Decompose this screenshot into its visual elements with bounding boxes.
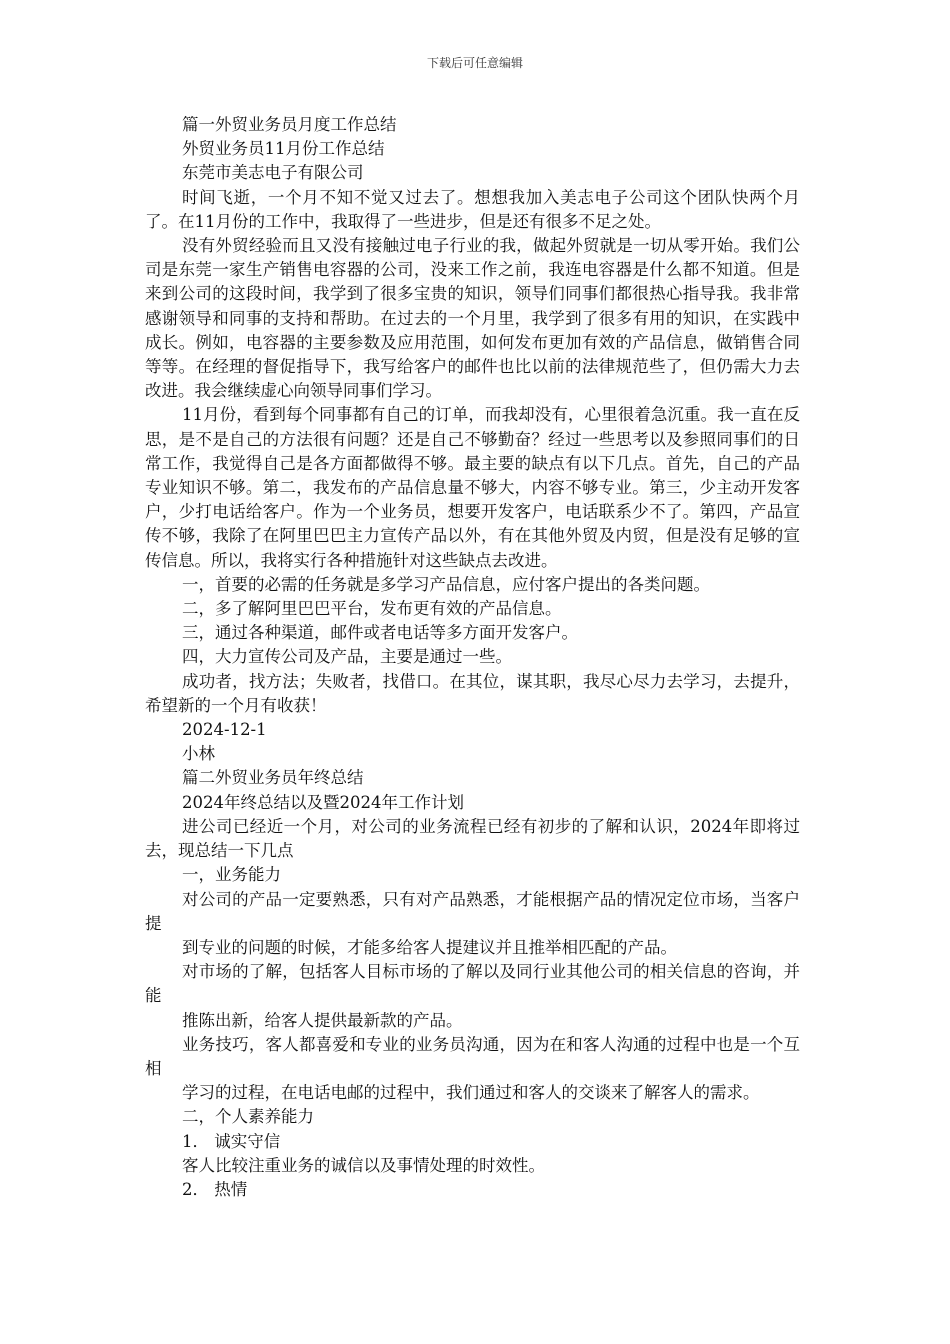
section-title-2: 篇二外贸业务员年终总结 (182, 768, 364, 788)
paragraph: 成功者，找方法；失败者，找借口。在其位，谋其职，我尽心尽力去学习，去提升，希望新的一个月有收获！ (145, 671, 800, 715)
report-title-2: 2024年终总结以及暨2024年工作计划 (182, 792, 464, 812)
list-item: 2． 热情 (182, 1179, 248, 1199)
document-body (145, 113, 800, 1202)
date-line: 2024-12-1 (182, 720, 267, 740)
subheading: 一，业务能力 (182, 865, 281, 885)
paragraph: 客人比较注重业务的诚信以及事情处理的时效性。 (182, 1155, 545, 1175)
paragraph: 对公司的产品一定要熟悉，只有对产品熟悉，才能根据产品的情况定位市场，当客户提 (145, 889, 800, 933)
report-title-1: 外贸业务员11月份工作总结 (182, 139, 385, 159)
author-line: 小林 (182, 744, 215, 764)
paragraph: 对市场的了解，包括客人目标市场的了解以及同行业其他公司的相关信息的咨询，并能 (145, 962, 800, 1006)
subheading: 二，个人素养能力 (182, 1107, 314, 1127)
paragraph: 进公司已经近一个月，对公司的业务流程已经有初步的了解和认识，2024年即将过去，现总结一下几点 (145, 816, 800, 861)
paragraph: 推陈出新，给客人提供最新款的产品。 (182, 1010, 463, 1030)
list-item: 四，大力宣传公司及产品，主要是通过一些。 (182, 647, 512, 667)
paragraph: 学习的过程，在电话电邮的过程中，我们通过和客人的交谈来了解客人的需求。 (182, 1083, 760, 1103)
paragraph: 业务技巧，客人都喜爱和专业的业务员沟通，因为在和客人沟通的过程中也是一个互相 (145, 1034, 800, 1078)
paragraph: 没有外贸经验而且又没有接触过电子行业的我，做起外贸就是一切从零开始。我们公司是东莞一家生产销售电容器的公司，没来工作之前，我连电容器是什么都不知道。但是来到公司的这段时间，我学到了很多宝贵的知识，领导们同事们都很热心指导我。我非常感谢领导和同事的支持和帮助。在过去的一个月里，我学到了很多有用的知识，在实践中成长。例如，电容器的主要参数及应用范围，如何发布更加有效的产品信息，做销售合同等等。在经理的督促指导下，我写给客户的邮件也比以前的法律规范些了，但仍需大力去改进。我会继续虚心向领导同事们学习。 (145, 236, 800, 401)
list-item: 1． 诚实守信 (182, 1131, 281, 1151)
paragraph: 到专业的问题的时候，才能多给客人提建议并且推举相匹配的产品。 (182, 937, 677, 957)
list-item: 一，首要的必需的任务就是多学习产品信息，应付客户提出的各类问题。 (182, 574, 710, 594)
paragraph: 11月份，看到每个同事都有自己的订单，而我却没有，心里很着急沉重。我一直在反思，是不是自己的方法很有问题？还是自己不够勤奋？经过一些思考以及参照同事们的日常工作，我觉得自己是各方面都做得不够。最主要的缺点有以下几点。首先，自己的产品专业知识不够。第二，我发布的产品信息量不够大，内容不够专业。第三，少主动开发客户，少打电话给客户。作为一个业务员，想要开发客户，电话联系少不了。第四，产品宣传不够，我除了在阿里巴巴主力宣传产品以外，有在其他外贸及内贸，但是没有足够的宣传信息。所以，我将实行各种措施针对这些缺点去改进。 (145, 405, 800, 570)
paragraph: 时间飞逝，一个月不知不觉又过去了。想想我加入美志电子公司这个团队快两个月了。在11月份的工作中，我取得了一些进步，但是还有很多不足之处。 (145, 187, 800, 231)
list-item: 二，多了解阿里巴巴平台，发布更有效的产品信息。 (182, 599, 562, 619)
company-name: 东莞市美志电子有限公司 (182, 163, 364, 183)
page-header-note: 下载后可任意编辑 (426, 56, 523, 70)
section-title-1: 篇一外贸业务员月度工作总结 (182, 115, 397, 134)
list-item: 三，通过各种渠道，邮件或者电话等多方面开发客户。 (182, 623, 578, 643)
